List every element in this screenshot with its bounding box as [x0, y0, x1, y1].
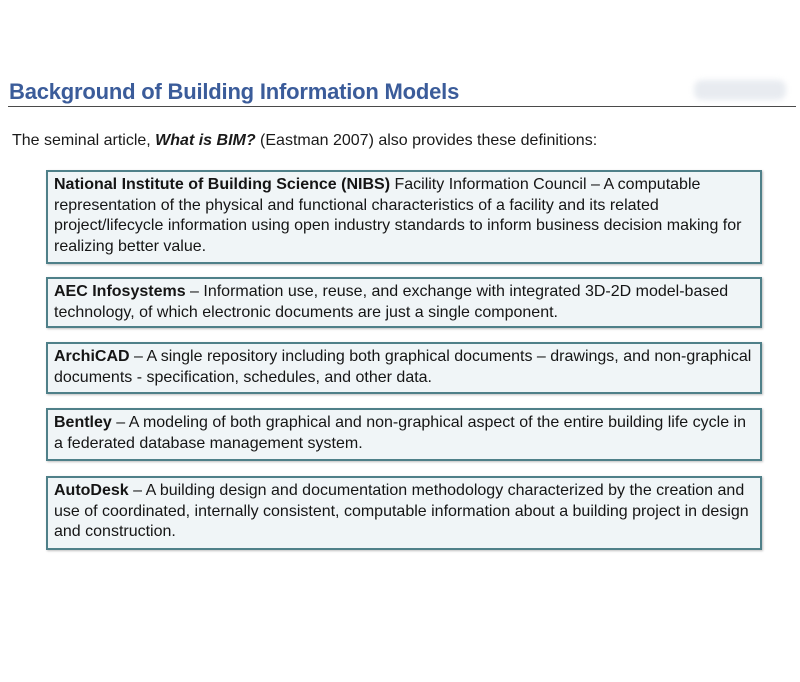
definition-text: – A single repository including both graphical documents – drawings, and non-graphical documents - specification, schedules, and other data. — [54, 348, 752, 386]
intro-article-title: What is BIM? — [155, 132, 256, 149]
definition-box-archicad — [46, 342, 762, 394]
definition-term: AutoDesk — [54, 482, 129, 499]
definition-text: – A modeling of both graphical and non-graphical aspect of the entire building life cycle in a federated database management system. — [54, 414, 746, 452]
definition-box-aec-infosystems — [46, 277, 762, 328]
blurred-page-label — [694, 80, 786, 100]
definition-term: ArchiCAD — [54, 348, 130, 365]
intro-suffix: (Eastman 2007) also provides these definitions: — [255, 132, 598, 149]
definition-term: Bentley — [54, 414, 112, 431]
intro-sentence — [12, 132, 597, 150]
title-divider — [8, 106, 796, 107]
definition-term: AEC Infosystems — [54, 283, 186, 300]
definition-box-nibs — [46, 170, 762, 264]
definition-text: – A building design and documentation methodology characterized by the creation and use of coordinated, internally consistent, computable information about a building project in design and construction. — [54, 482, 749, 540]
definition-box-autodesk — [46, 476, 762, 550]
definition-term: National Institute of Building Science (NIBS) — [54, 176, 391, 193]
definition-box-bentley — [46, 408, 762, 461]
definition-text: Facility Information Council – A computable representation of the physical and functional characteristics of a facility and its related project/lifecycle information using open industry standards to inform business decision making for realizing better value. — [54, 176, 742, 255]
slide-title: Background of Building Information Models — [9, 79, 460, 104]
definition-text: – Information use, reuse, and exchange with integrated 3D-2D model-based technology, of which electronic documents are just a single component. — [54, 283, 729, 321]
intro-prefix: The seminal article, — [12, 132, 156, 149]
